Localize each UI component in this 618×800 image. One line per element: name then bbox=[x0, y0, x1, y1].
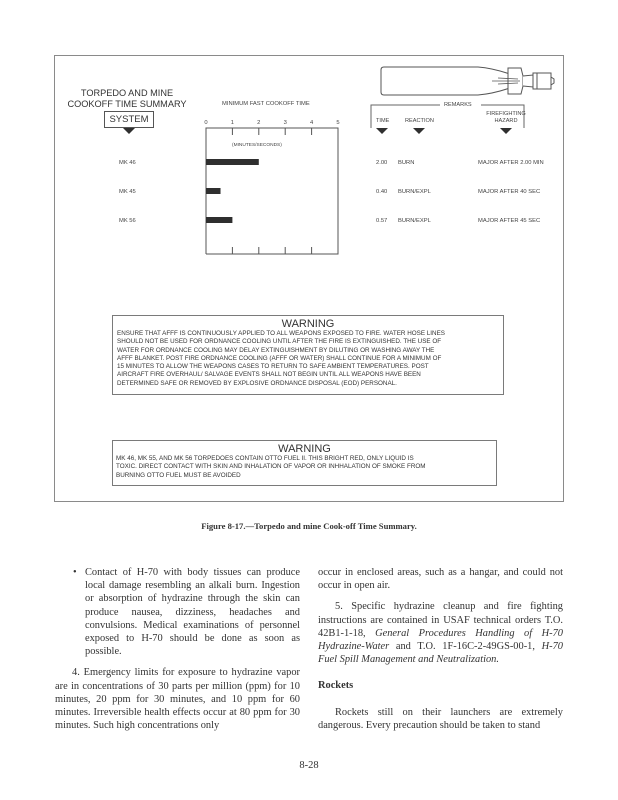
paragraph-5-text-2: and T.O. 1F-16C-2-49GS-00-1, bbox=[389, 641, 542, 653]
torpedo-icon bbox=[380, 64, 560, 98]
x-tick-label: 5 bbox=[336, 120, 340, 126]
row-time-mk46: 2.00 bbox=[376, 160, 388, 166]
x-tick-label: 1 bbox=[230, 120, 235, 126]
figure-caption: Figure 8-17.—Torpedo and mine Cook-off Time Summary. bbox=[201, 521, 417, 531]
row-reaction-mk46: BURN bbox=[398, 160, 415, 166]
warning-title: WARNING bbox=[281, 318, 335, 330]
bar-mk46 bbox=[206, 159, 259, 165]
chart-title: MINIMUM FAST COOKOFF TIME bbox=[222, 101, 310, 107]
x-tick-label: 4 bbox=[309, 120, 314, 126]
system-header-box: SYSTEM bbox=[104, 111, 154, 128]
warning-line: DETERMINED SAFE OR REMOVED BY EXPLOSIVE ORDNANCE DISPOSAL (EOD) PERSONAL. bbox=[117, 379, 397, 387]
paragraph-4: 4. Emergency limits for exposure to hydrazine vapor are in concentrations of 30 parts per million (ppm) for 10 minutes, 20 ppm for 30 minutes, and 10 ppm for 60 minutes. Irreversible health effects occur at 80 ppm for 30 minutes. Such high concentrations only bbox=[55, 667, 300, 732]
col-header-time: TIME bbox=[376, 118, 390, 124]
warning-line: ENSURE THAT AFFF IS CONTINUOUSLY APPLIED TO ALL WEAPONS EXPOSED TO FIRE. WATER HOSE LINES bbox=[117, 330, 445, 337]
bullet-paragraph bbox=[55, 566, 300, 658]
warning-line: TOXIC. DIRECT CONTACT WITH SKIN AND INHALATION OF VAPOR OR INHHALATION OF SMOKE FROM bbox=[116, 463, 426, 471]
system-pointer-icon bbox=[123, 128, 135, 134]
warning-line: WATER FOR ORDNANCE COOLING MAY DELAY EXTINGUISHMENT BY DILUTING OR WASHING AWAY THE bbox=[117, 346, 435, 354]
bar-mk56 bbox=[206, 217, 232, 223]
row-reaction-mk45: BURN/EXPL bbox=[398, 189, 431, 195]
paragraph-5 bbox=[318, 600, 563, 666]
figure-title bbox=[62, 88, 192, 110]
warning-line: BURNING OTTO FUEL MUST BE AVOIDED bbox=[116, 471, 241, 479]
reaction-pointer-icon bbox=[413, 128, 425, 134]
warning-box-afff bbox=[112, 315, 504, 395]
col-header-hazard-line-2: HAZARD bbox=[494, 117, 518, 124]
paragraph-rockets: Rockets still on their launchers are extremely dangerous. Every precaution should be taken to stand bbox=[318, 706, 563, 731]
x-tick-label: 2 bbox=[257, 120, 261, 126]
hazard-pointer-icon bbox=[500, 128, 512, 134]
col-header-hazard-line-1: FIREFIGHTING bbox=[486, 111, 526, 117]
bullet-icon: • bbox=[73, 567, 77, 578]
row-time-mk56: 0.57 bbox=[376, 218, 388, 224]
col-header-hazard bbox=[478, 111, 534, 124]
figure-title-line-2: COOKOFF TIME SUMMARY bbox=[67, 99, 187, 109]
row-time-mk45: 0.40 bbox=[376, 189, 388, 195]
paragraph-5-text: 5. Specific hydrazine cleanup and fire fighting instructions are contained in USAF technical orders T.O. 42B1-1-18, bbox=[318, 601, 563, 639]
section-heading-rockets: Rockets bbox=[318, 680, 354, 692]
paragraph-4-continued: occur in enclosed areas, such as a hangar, and could not occur in open air. bbox=[318, 567, 563, 592]
row-label-mk45: MK 45 bbox=[119, 189, 136, 195]
warning-text bbox=[113, 330, 503, 388]
warning-title: WARNING bbox=[278, 443, 331, 455]
warning-line: MK 46, MK 55, AND MK 56 TORPEDOES CONTAIN OTTO FUEL II. THIS BRIGHT RED, ONLY LIQUID IS bbox=[116, 455, 414, 462]
body-column-left bbox=[55, 566, 300, 732]
time-pointer-icon bbox=[376, 128, 388, 134]
warning-box-otto-fuel bbox=[112, 440, 497, 486]
row-hazard-mk46: MAJOR AFTER 2.00 MIN bbox=[478, 160, 544, 166]
body-column-right bbox=[318, 566, 563, 732]
chart-ticks bbox=[204, 120, 339, 254]
warning-line: SHOULD NOT BE USED FOR ORDNANCE COOLING UNTIL AFTER THE FIRE IS EXTINGUISHED. THE USE OF bbox=[117, 338, 442, 346]
bullet-text: Contact of H-70 with body tissues can produce local damage resembling an alkali burn. Ingestion or absorption of hydrazine through the skin can produce nausea, dizziness, headaches and convulsions. Medical examinations of personnel exposed to H-70 should be done as soon as possible. bbox=[85, 567, 300, 658]
page-number: 8-28 bbox=[299, 760, 319, 771]
row-label-mk46: MK 46 bbox=[119, 160, 136, 166]
to-title-1: General Procedures Handling of H-70 Hydrazine-Water bbox=[318, 627, 563, 653]
row-hazard-mk56: MAJOR AFTER 45 SEC bbox=[478, 218, 541, 224]
warning-line: AIRCRAFT FIRE OVERHAUL/ SALVAGE EVENTS SHALL NOT BEGIN UNTIL ALL WEAPONS HAVE BEEN bbox=[117, 371, 421, 379]
x-tick-label: 3 bbox=[283, 120, 287, 126]
remarks-label: REMARKS bbox=[444, 102, 472, 108]
col-header-reaction: REACTION bbox=[405, 118, 434, 124]
warning-line: AFFF BLANKET. POST FIRE ORDNANCE COOLING (AFFF OR WATER) SHALL CONTINUE FOR A MINIMUM OF bbox=[117, 354, 442, 362]
warning-text bbox=[113, 455, 496, 480]
row-label-mk56: MK 56 bbox=[119, 218, 136, 224]
figure-title-line-1: TORPEDO AND MINE bbox=[80, 88, 174, 98]
x-tick-label: 0 bbox=[204, 120, 208, 126]
chart-bars bbox=[206, 159, 259, 223]
bar-mk45 bbox=[206, 188, 221, 194]
warning-line: 15 MINUTES TO ALLOW THE WEAPONS CASES TO RETURN TO SAFE AMBIENT TEMPERATURES. POST bbox=[117, 363, 429, 371]
row-hazard-mk45: MAJOR AFTER 40 SEC bbox=[478, 189, 541, 195]
to-title-2: H-70 Fuel Spill Management and Neutralization. bbox=[318, 641, 563, 666]
cookoff-bar-chart bbox=[190, 112, 360, 257]
x-axis-label: (MINUTES/SECONDS) bbox=[232, 143, 282, 148]
row-reaction-mk56: BURN/EXPL bbox=[398, 218, 431, 224]
